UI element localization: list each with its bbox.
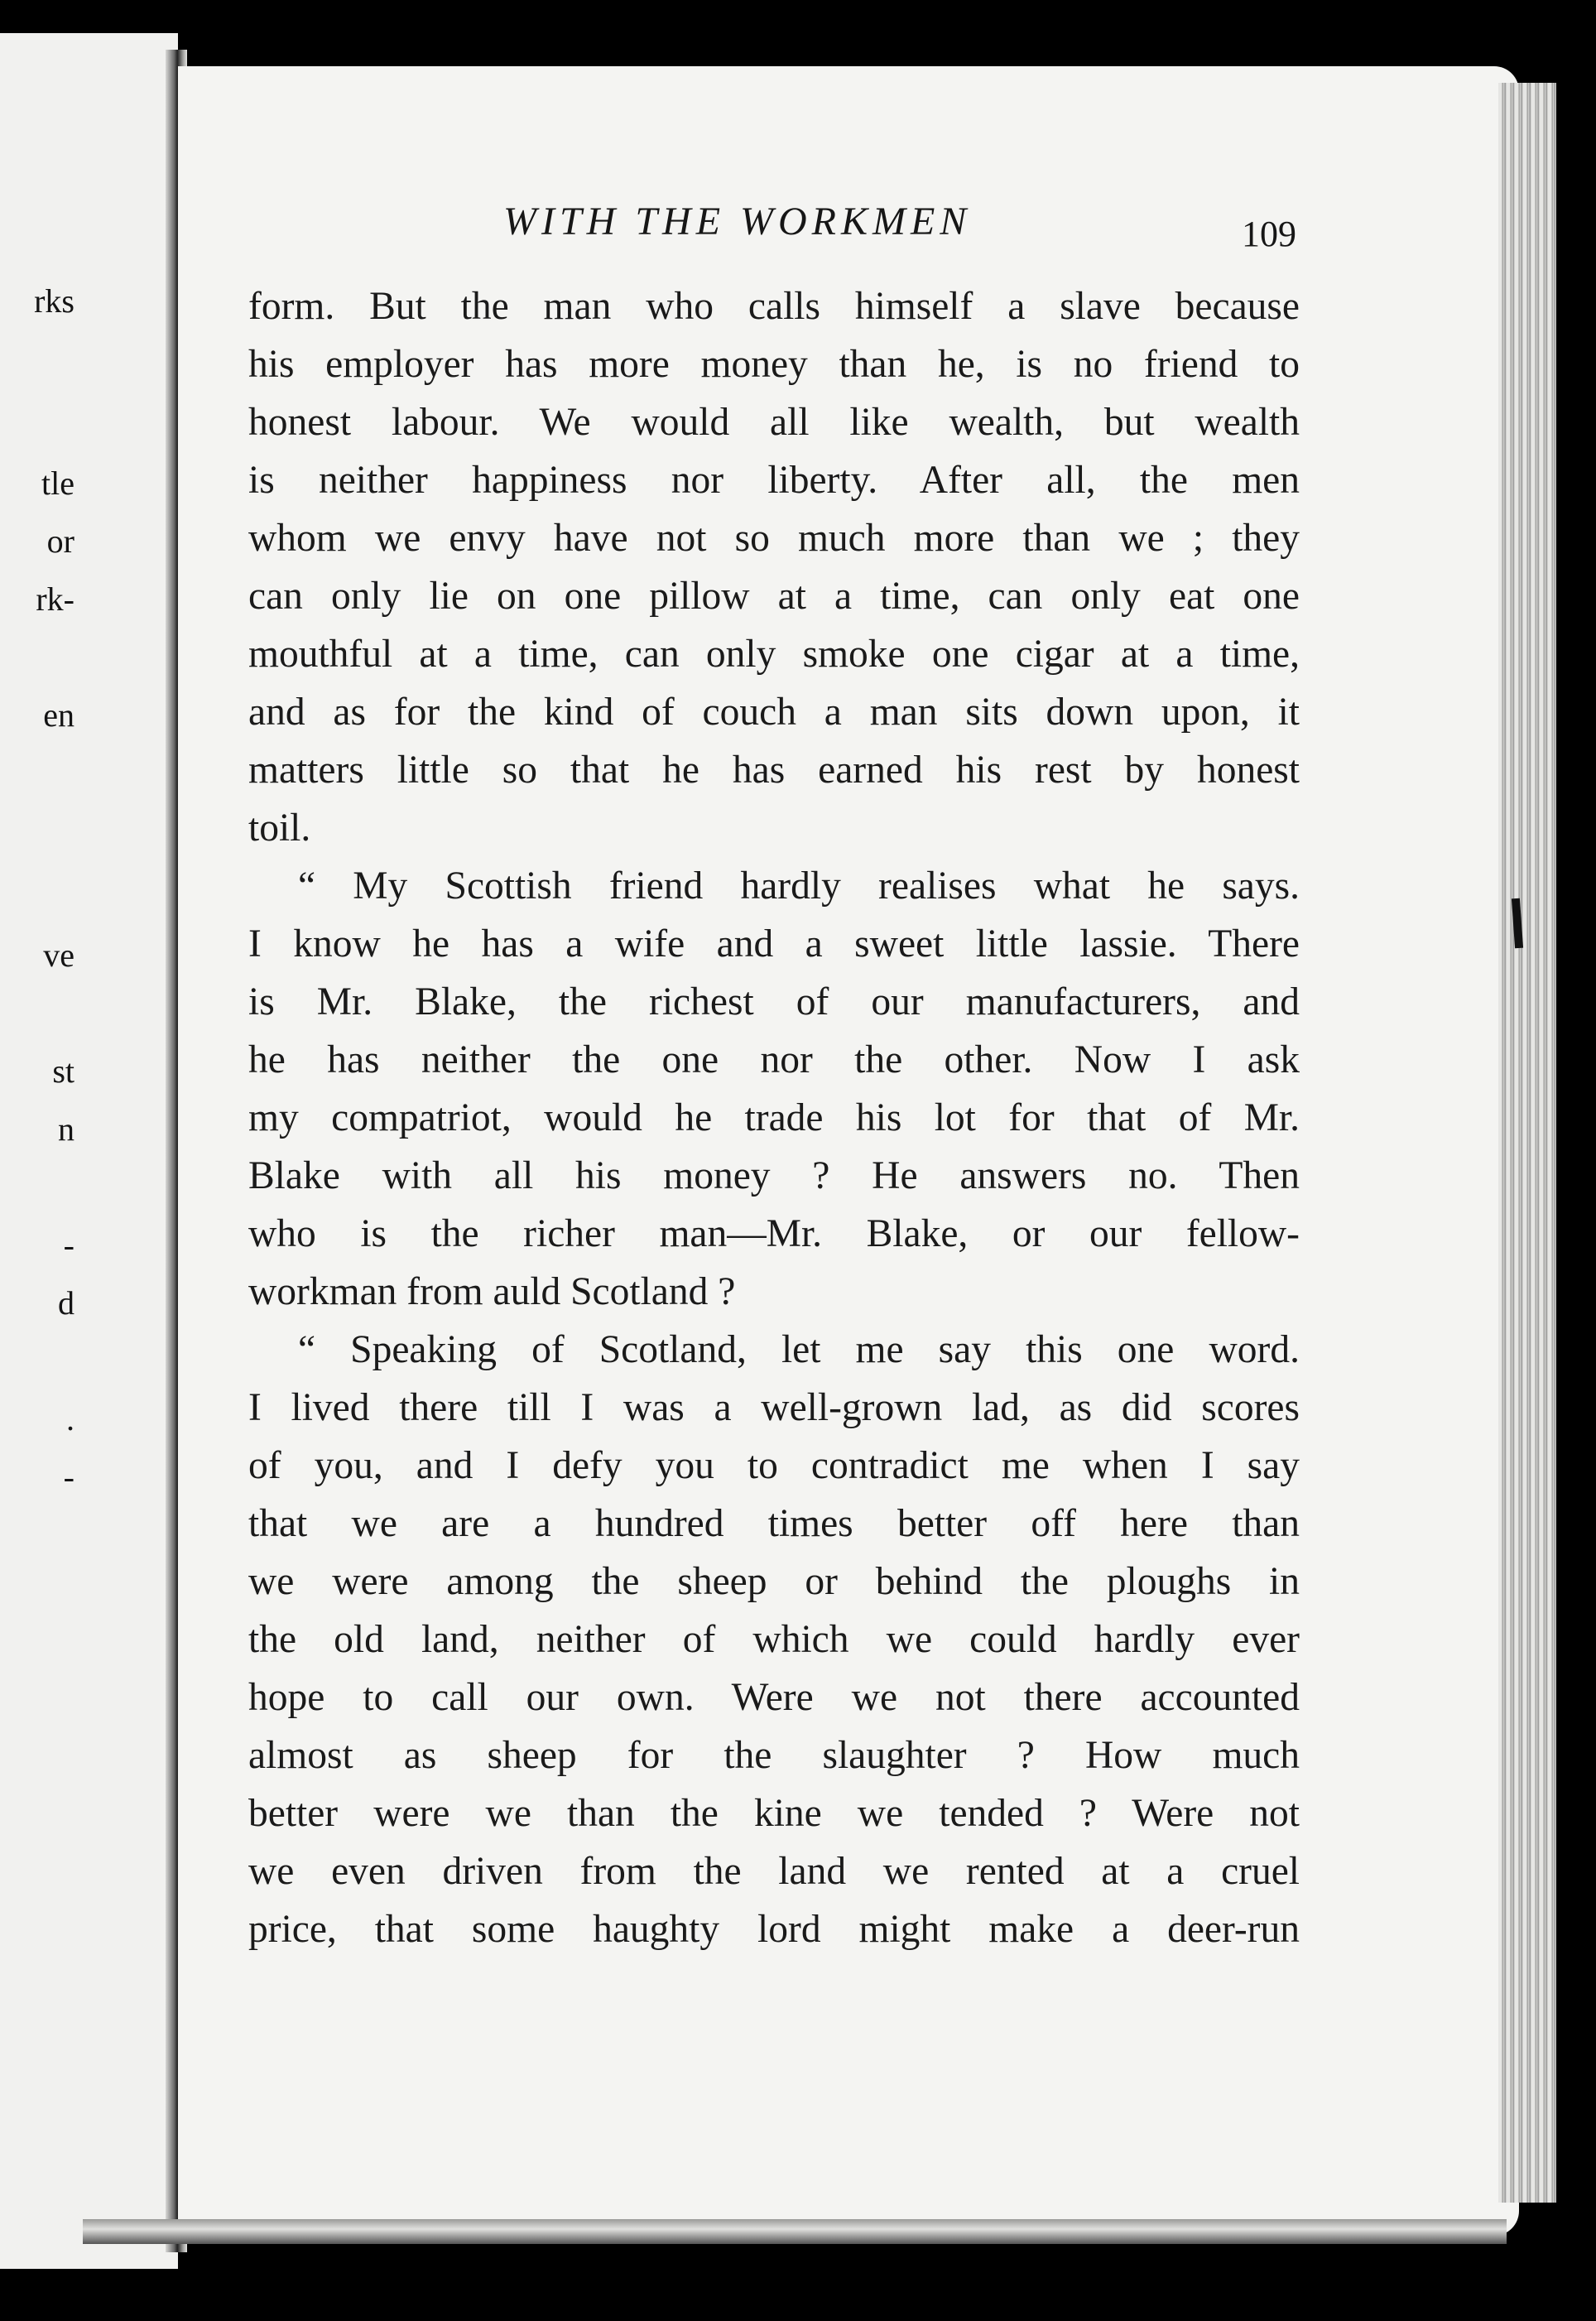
left-page-fragment: tle bbox=[41, 465, 75, 502]
text-line: we were among the sheep or behind the ploughs in bbox=[248, 1560, 1300, 1603]
text-line: his employer has more money than he, is no friend to bbox=[248, 343, 1300, 386]
bottom-page-edge bbox=[83, 2219, 1507, 2244]
left-page-fragment: d bbox=[58, 1284, 75, 1322]
text-line: of you, and I defy you to contradict me when I say bbox=[248, 1444, 1300, 1487]
text-line: my compatriot, would he trade his lot for that of Mr. bbox=[248, 1096, 1300, 1139]
text-line: better were we than the kine we tended ? Were not bbox=[248, 1792, 1300, 1835]
text-line: that we are a hundred times better off here than bbox=[248, 1502, 1300, 1545]
left-page-fragment: rk- bbox=[36, 580, 75, 618]
text-line: I lived there till I was a well-grown lad, as did scores bbox=[248, 1386, 1300, 1429]
left-page-fragment: . bbox=[66, 1400, 75, 1437]
left-page-fragment: rks bbox=[34, 282, 75, 320]
page-number: 109 bbox=[1242, 214, 1296, 254]
text-line: hope to call our own. Were we not there accounted bbox=[248, 1676, 1300, 1719]
page-edges bbox=[1498, 83, 1556, 2203]
text-line: mouthful at a time, can only smoke one cigar at a time, bbox=[248, 633, 1300, 676]
text-line: who is the richer man—Mr. Blake, or our fellow- bbox=[248, 1212, 1300, 1255]
left-page-fragment: en bbox=[43, 696, 75, 734]
left-page-fragment: - bbox=[63, 1226, 75, 1264]
text-line: “ Speaking of Scotland, let me say this one word. bbox=[298, 1328, 1300, 1371]
running-head: WITH THE WORKMEN bbox=[503, 200, 972, 243]
left-page-fragment: or bbox=[46, 522, 75, 560]
left-page-fragment: n bbox=[58, 1110, 75, 1148]
text-line: matters little so that he has earned his rest by honest bbox=[248, 749, 1300, 792]
text-line: almost as sheep for the slaughter ? How much bbox=[248, 1734, 1300, 1777]
text-line: Blake with all his money ? He answers no. Then bbox=[248, 1154, 1300, 1197]
text-line: he has neither the one nor the other. Now I ask bbox=[248, 1038, 1300, 1081]
body-text bbox=[248, 277, 1300, 1958]
text-line: is neither happiness nor liberty. After all, the men bbox=[248, 459, 1300, 502]
text-line: “ My Scottish friend hardly realises what he says. bbox=[298, 864, 1300, 908]
text-line: form. But the man who calls himself a slave because bbox=[248, 285, 1300, 328]
text-line: price, that some haughty lord might make a deer-run bbox=[248, 1908, 1300, 1951]
left-page-edge bbox=[0, 33, 178, 2269]
text-line: I know he has a wife and a sweet little lassie. There bbox=[248, 922, 1300, 965]
text-line: the old land, neither of which we could hardly ever bbox=[248, 1618, 1300, 1661]
text-line: whom we envy have not so much more than we ; they bbox=[248, 517, 1300, 560]
text-line: is Mr. Blake, the richest of our manufacturers, and bbox=[248, 980, 1300, 1023]
text-line: honest labour. We would all like wealth, but wealth bbox=[248, 401, 1300, 444]
left-page-fragment: ve bbox=[43, 937, 75, 974]
text-line: toil. bbox=[248, 807, 311, 850]
left-page-fragment: - bbox=[63, 1458, 75, 1495]
text-line: and as for the kind of couch a man sits down upon, it bbox=[248, 691, 1300, 734]
left-page-fragment: st bbox=[52, 1052, 75, 1090]
text-line: workman from auld Scotland ? bbox=[248, 1270, 736, 1313]
text-line: we even driven from the land we rented at a cruel bbox=[248, 1850, 1300, 1893]
text-line: can only lie on one pillow at a time, can only eat one bbox=[248, 575, 1300, 618]
